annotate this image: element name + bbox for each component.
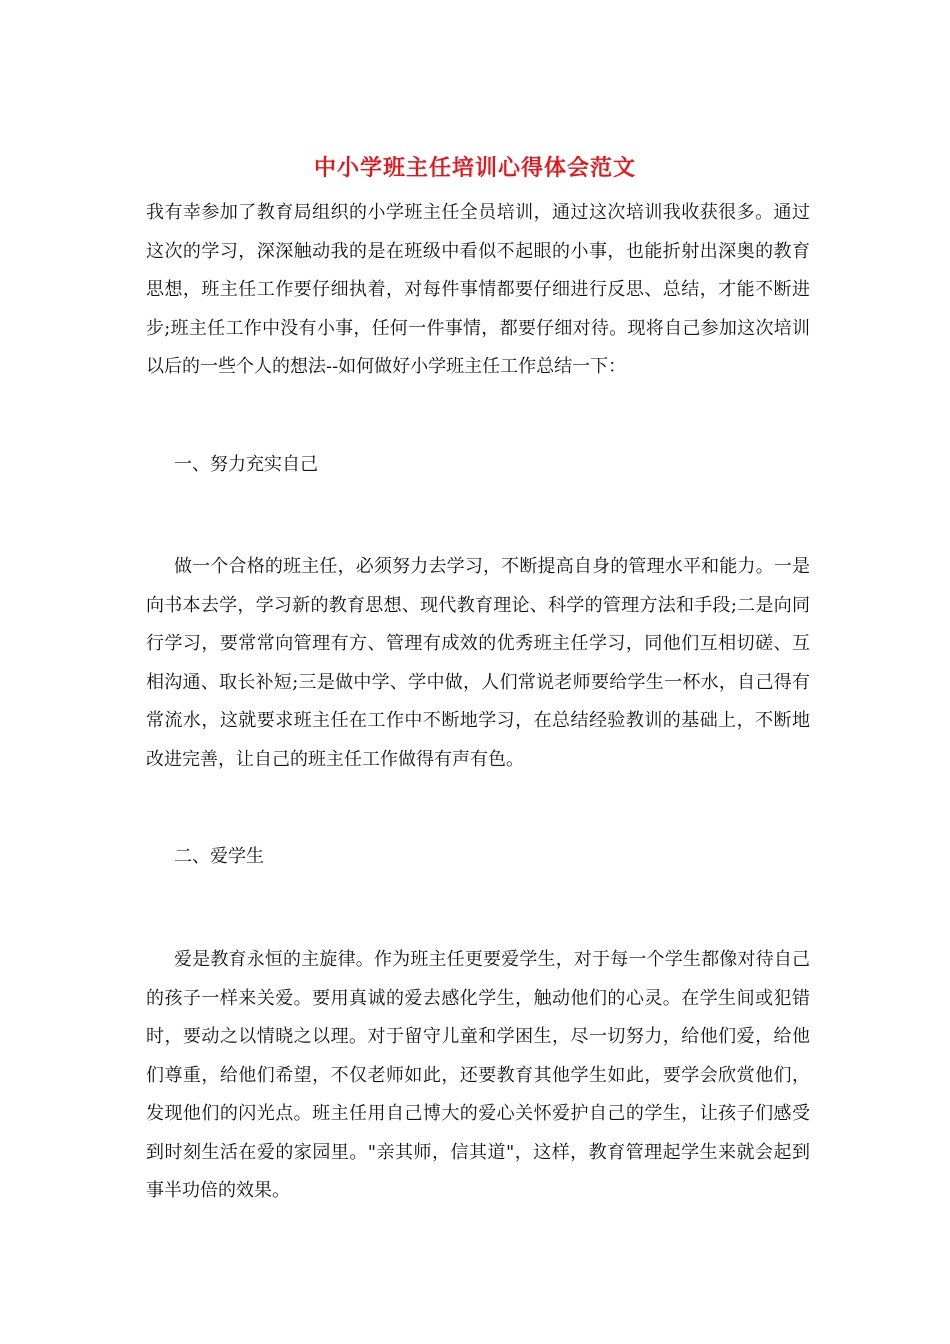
section-heading-1: 一、努力充实自己 [174, 454, 318, 475]
section-1-paragraph: 做一个合格的班主任，必须努力去学习，不断提高自身的管理水平和能力。一是向书本去学，学习新的教育思想、现代教育理论、科学的管理方法和手段;二是向同行学习，要常常向管理有方、管理有成效的优秀班主任学习，同他们互相切磋、互相沟通、取长补短;三是做中学、学中做，人们常说老师要给学生一杯水，自己得有常流水，这就要求班主任在工作中不断地学习，在总结经验教训的基础上，不断地改进完善，让自己的班主任工作做得有声有色。 [146, 556, 810, 770]
section-2-paragraph: 爱是教育永恒的主旋律。作为班主任更要爱学生，对于每一个学生都像对待自己的孩子一样来关爱。要用真诚的爱去感化学生，触动他们的心灵。在学生间或犯错时，要动之以情晓之以理。对于留守儿童和学困生，尽一切努力，给他们爱，给他们尊重，给他们希望，不仅老师如此，还要教育其他学生如此，要学会欣赏他们，发现他们的闪光点。班主任用自己博大的爱心关怀爱护自己的学生，让孩子们感受到时刻生活在爱的家园里。"亲其师，信其道"，这样，教育管理起学生来就会起到事半功倍的效果。 [146, 949, 810, 1201]
intro-paragraph: 我有幸参加了教育局组织的小学班主任全员培训，通过这次培训我收获很多。通过这次的学习，深深触动我的是在班级中看似不起眼的小事，也能折射出深奥的教育思想，班主任工作要仔细执着，对每件事情都要仔细进行反思、总结，才能不断进步;班主任工作中没有小事，任何一件事情，都要仔细对待。现将自己参加这次培训以后的一些个人的想法--如何做好小学班主任工作总结一下： [146, 202, 810, 377]
document-title: 中小学班主任培训心得体会范文 [313, 155, 636, 181]
section-heading-2: 二、爱学生 [174, 846, 264, 867]
